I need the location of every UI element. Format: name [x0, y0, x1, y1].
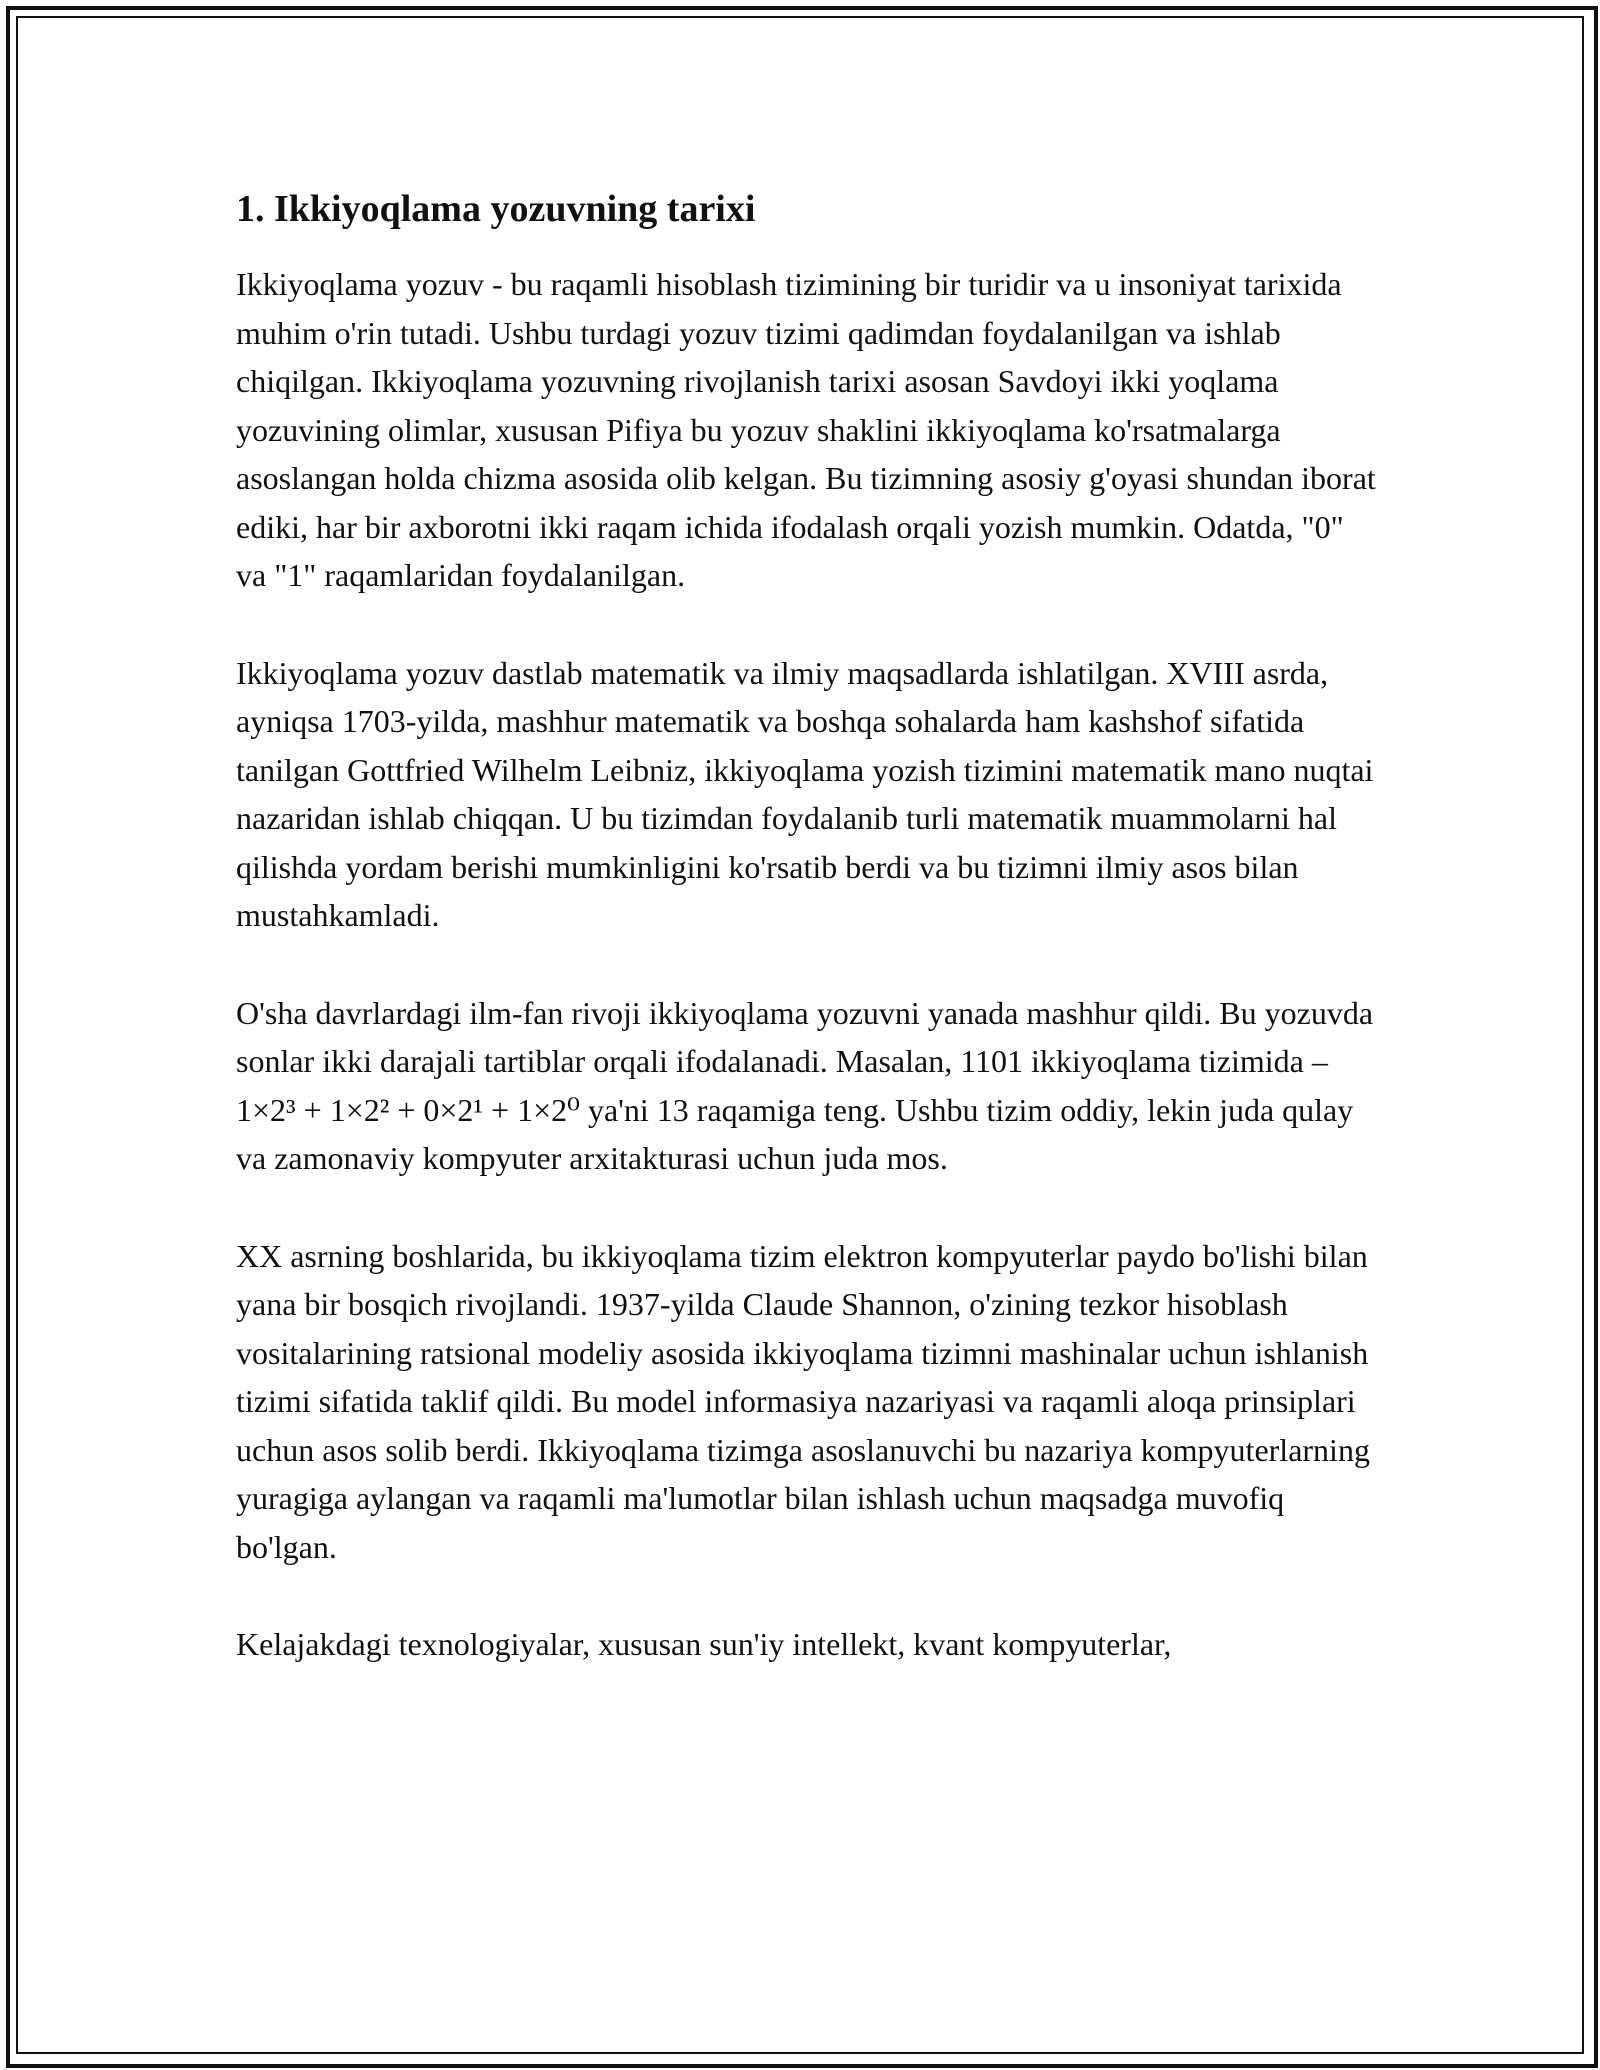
- paragraph-binary-example: O'sha davrlardagi ilm-fan rivoji ikkiyoqlama yozuvni yanada mashhur qildi. Bu yozuvda sonlar ikki darajali tartiblar orqali ifodalanadi. Masalan, 1101 ikkiyoqlama tizimida – 1×2³ + 1×2² + 0×2¹ + 1×2⁰ ya'ni 13 raqamiga teng. Ushbu tizim oddiy, lekin juda qulay va zamonaviy kompyuter arxitakturasi uchun juda mos.: [236, 994, 1374, 1176]
- document-page: [236, 184, 1376, 1718]
- paragraph-future: Kelajakdagi texnologiyalar, xususan sun'iy intellekt, kvant kompyuterlar,: [236, 1626, 1172, 1662]
- paragraph-intro: Ikkiyoqlama yozuv - bu raqamli hisoblash tizimining bir turidir va u insoniyat tarixida muhim o'rin tutadi. Ushbu turdagi yozuv tizimi qadimdan foydalanilgan va ishlab chiqilgan. Ikkiyoqlama yozuvning rivojlanish tarixi asosan Savdoyi ikki yoqlama yozuvining olimlar, xususan Pifiya bu yozuv shaklini ikkiyoqlama ko'rsatmalarga asoslangan holda chizma asosida olib kelgan. Bu tizimning asosiy g'oyasi shundan iborat ediki, har bir axborotni ikki raqam ichida ifodalash orqali yozish mumkin. Odatda, "0" va "1" raqamlaridan foydalanilgan.: [236, 266, 1376, 593]
- paragraph-shannon: XX asrning boshlarida, bu ikkiyoqlama tizim elektron kompyuterlar paydo bo'lishi bilan yana bir bosqich rivojlandi. 1937-yilda Claude Shannon, o'zining tezkor hisoblash vositalarining ratsional modeliy asosida ikkiyoqlama tizimni mashinalar uchun ishlanish tizimi sifatida taklif qildi. Bu model informasiya nazariyasi va raqamli aloqa prinsiplari uchun asos solib berdi. Ikkiyoqlama tizimga asoslanuvchi bu nazariya kompyuterlarning yuragiga aylangan va raqamli ma'lumotlar bilan ishlash uchun maqsadga muvofiq bo'lgan.: [236, 1237, 1370, 1565]
- paragraph-leibniz: Ikkiyoqlama yozuv dastlab matematik va ilmiy maqsadlarda ishlatilgan. XVIII asrda, ayniqsa 1703-yilda, mashhur matematik va boshqa sohalarda ham kashshof sifatida tanilgan Gottfried Wilhelm Leibniz, ikkiyoqlama yozish tizimini matematik mano nuqtai nazaridan ishlab chiqqan. U bu tizimdan foydalanib turli matematik muammolarni hal qilishda yordam berishi mumkinligini ko'rsatib berdi va bu tizimni ilmiy asos bilan mustahkamladi.: [236, 654, 1374, 933]
- section-heading: 1. Ikkiyoqlama yozuvning tarixi: [236, 188, 756, 230]
